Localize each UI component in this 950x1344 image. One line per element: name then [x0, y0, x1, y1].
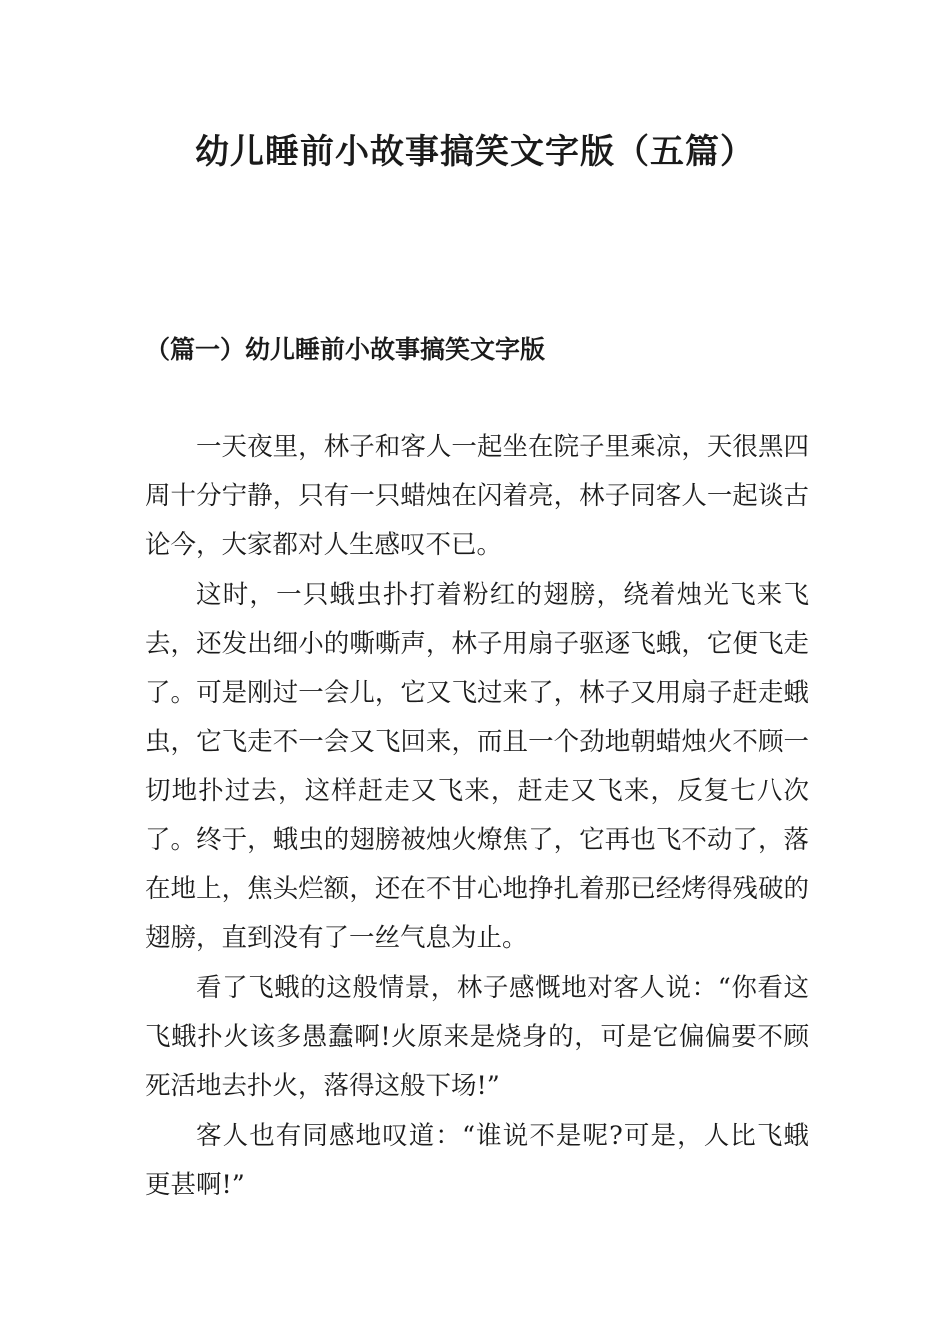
document-title: 幼儿睡前小故事搞笑文字版（五篇） — [195, 132, 755, 172]
paragraph-3: 看了飞蛾的这般情景，林子感慨地对客人说：“你看这飞蛾扑火该多愚蠢啊!火原来是烧身的，可是它偏偏要不顾死活地去扑火，落得这般下场!” — [145, 973, 809, 1101]
section-heading: （篇一）幼儿睡前小故事搞笑文字版 — [145, 335, 546, 364]
paragraph-4: 客人也有同感地叹道：“谁说不是呢?可是，人比飞蛾更甚啊!” — [145, 1121, 809, 1200]
paragraph-1: 一天夜里，林子和客人一起坐在院子里乘凉，天很黑四周十分宁静，只有一只蜡烛在闪着亮，林子同客人一起谈古论今，大家都对人生感叹不已。 — [145, 432, 809, 560]
paragraph-2: 这时，一只蛾虫扑打着粉红的翅膀，绕着烛光飞来飞去，还发出细小的嘶嘶声，林子用扇子驱逐飞蛾，它便飞走了。可是刚过一会儿，它又飞过来了，林子又用扇子赶走蛾虫，它飞走不一会又飞回来，而且一个劲地朝蜡烛火不顾一切地扑过去，这样赶走又飞来，赶走又飞来，反复七八次了。终于，蛾虫的翅膀被烛火燎焦了，它再也飞不动了，落在地上，焦头烂额，还在不甘心地挣扎着那已经烤得残破的翅膀，直到没有了一丝气息为止。 — [145, 580, 809, 953]
story-body — [145, 423, 809, 1211]
